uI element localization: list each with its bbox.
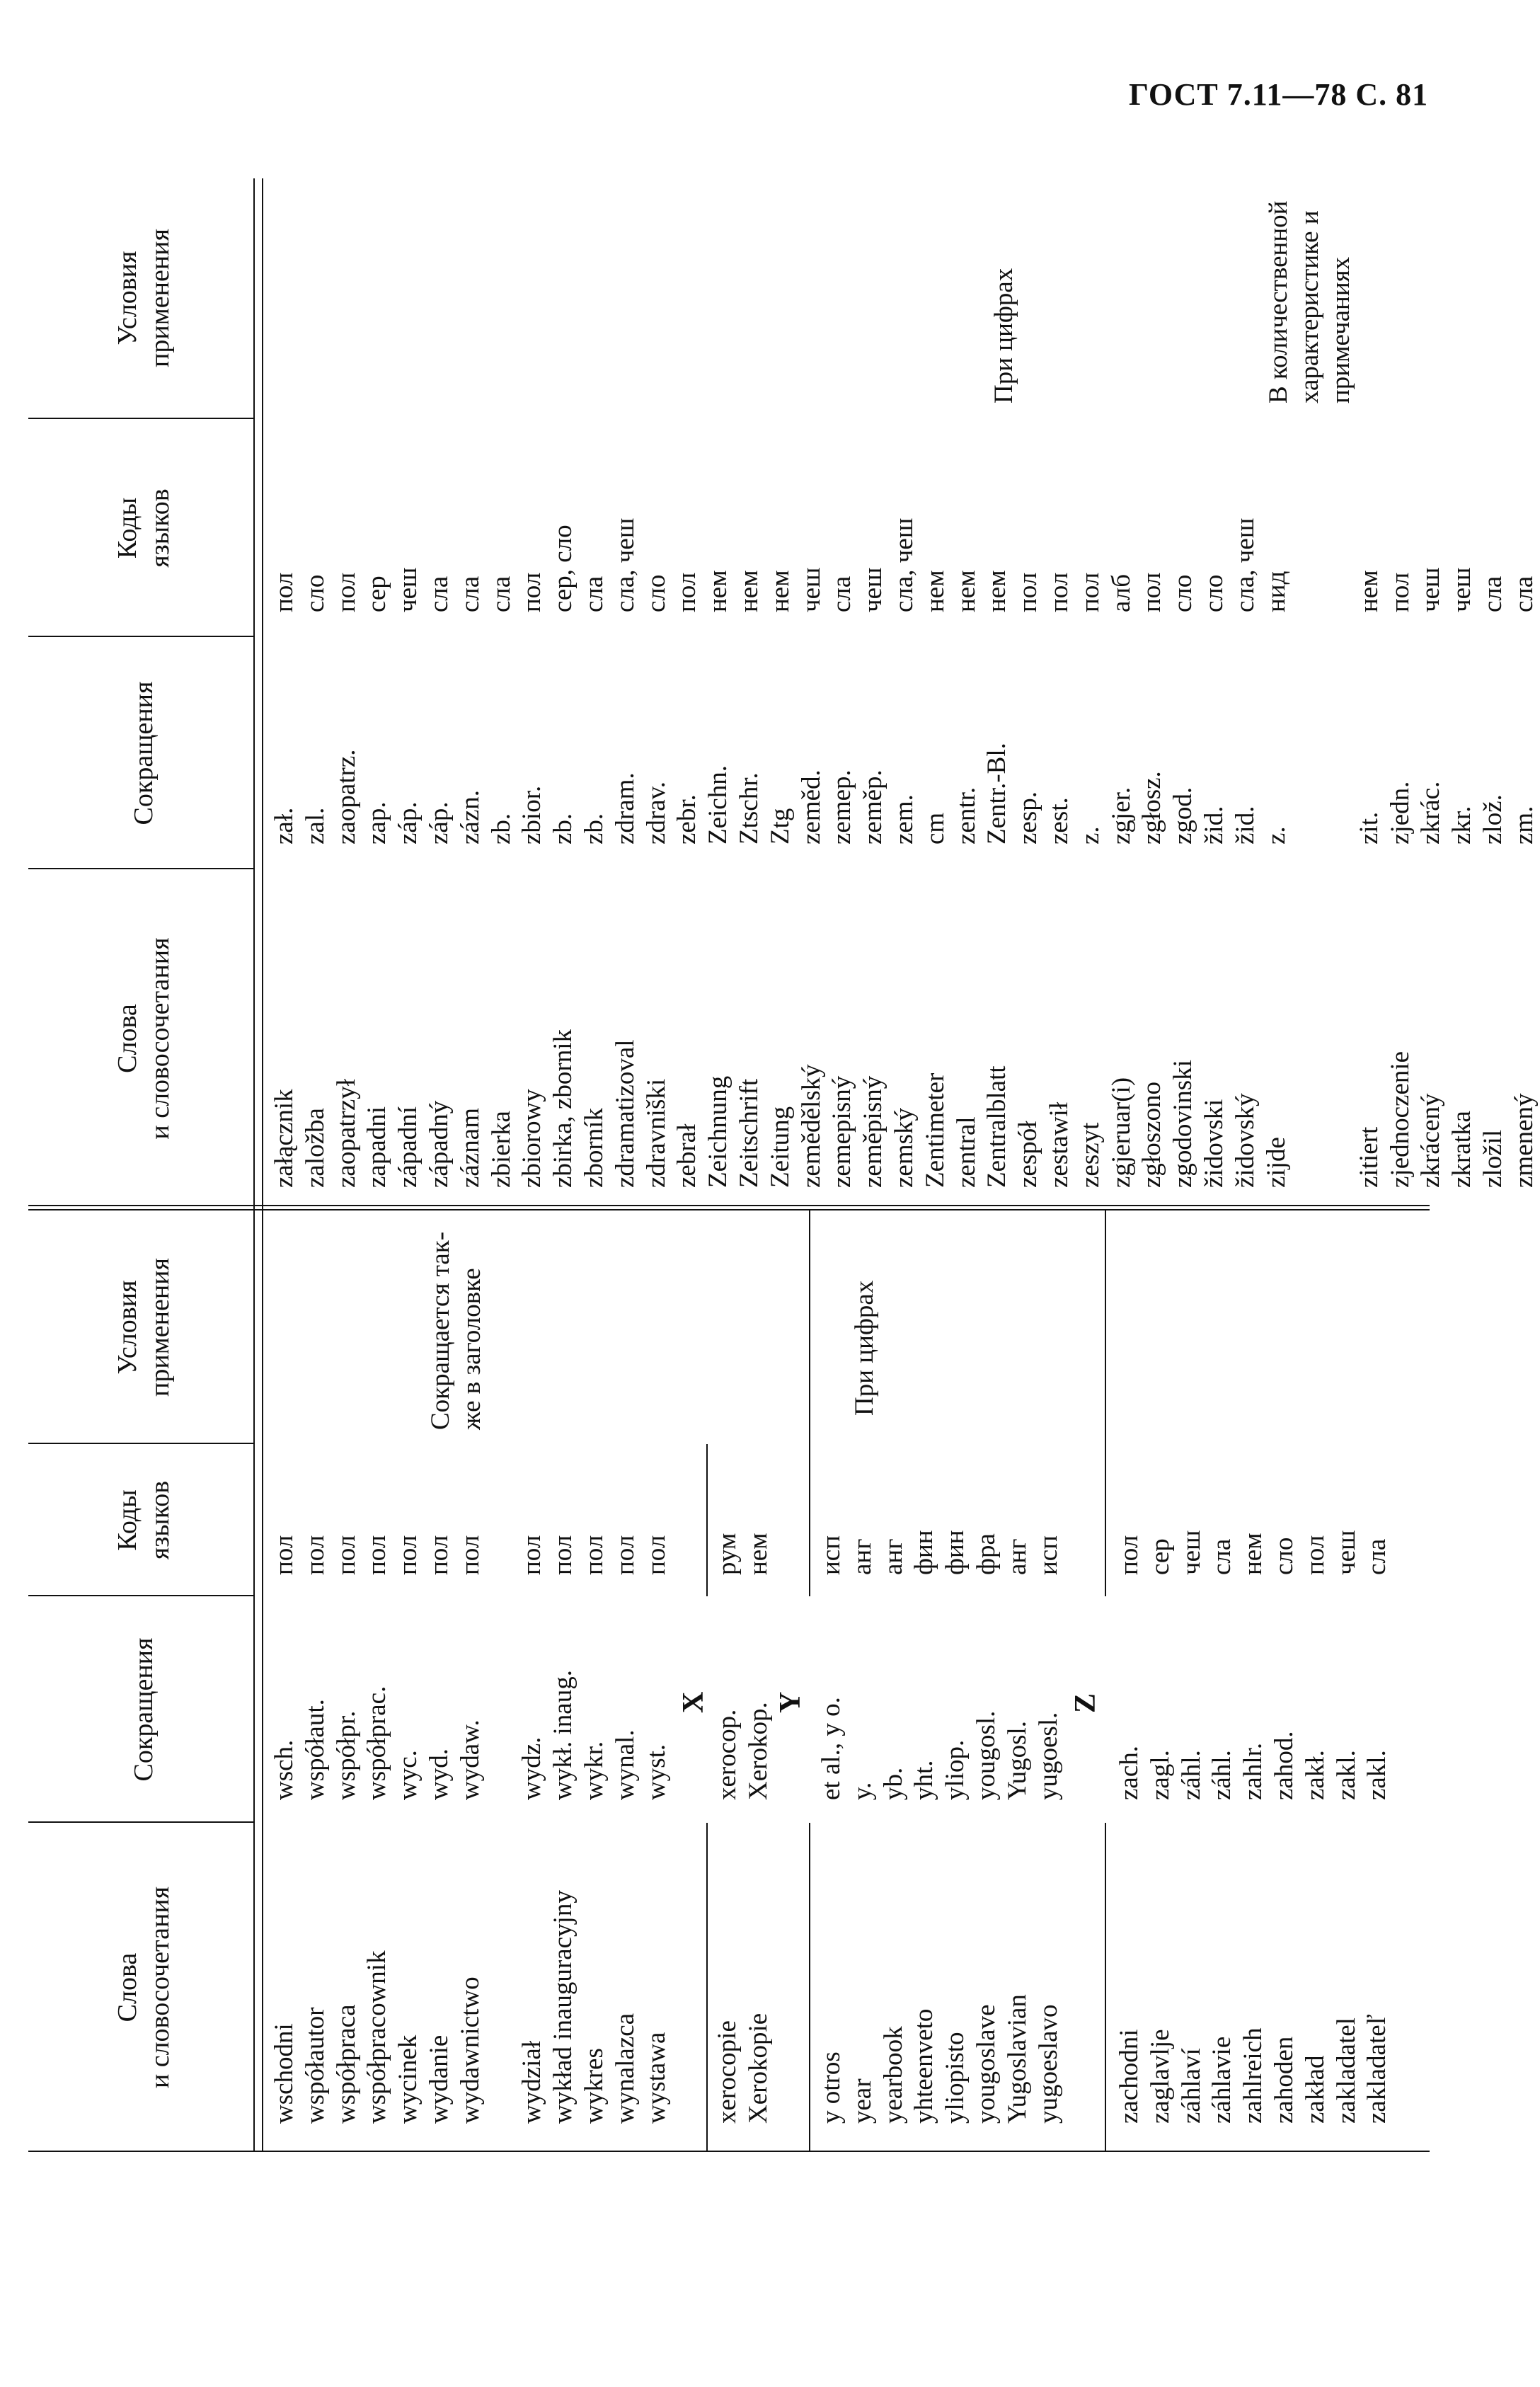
- word-cell: yugoeslavo: [1033, 2004, 1063, 2124]
- word-cell: wykład inauguracyjny: [548, 1890, 578, 2124]
- abbr-cell: Zeichn.: [703, 765, 733, 845]
- section-rule: [1105, 1823, 1106, 2152]
- header-abbr: Сокращения: [129, 681, 159, 825]
- abbr-cell: zdrav.: [641, 781, 671, 845]
- code-cell: чеш: [1416, 567, 1446, 612]
- code-cell: алб: [1106, 573, 1136, 612]
- word-cell: židovský: [1230, 1093, 1260, 1188]
- code-cell: сло: [641, 574, 671, 612]
- abbr-cell: zem.: [889, 794, 919, 845]
- abbr-cell: współprac.: [362, 1685, 392, 1800]
- code-cell: пол: [455, 1535, 485, 1575]
- code-cell: сла: [1509, 576, 1539, 612]
- header-cond: Условия применения: [113, 1258, 175, 1397]
- code-cell: [486, 1535, 517, 1575]
- word-cell: zložil: [1478, 1129, 1508, 1188]
- code-cell: пол: [610, 1535, 640, 1575]
- words-list-z: [1114, 2014, 1393, 2124]
- header-abbr: Сокращения: [129, 1637, 159, 1782]
- abbr-cell: zentr.: [951, 786, 981, 845]
- code-cell: сла, чеш: [610, 517, 640, 612]
- word-cell: zestawił: [1044, 1101, 1074, 1188]
- code-cell: пол: [517, 1535, 547, 1575]
- code-cell: пол: [1300, 1535, 1330, 1575]
- word-cell: zbiorowy: [517, 1089, 547, 1188]
- word-cell: Zeitung: [765, 1106, 795, 1188]
- code-cell: анг: [878, 1538, 908, 1575]
- abbr-cell: yugoesl.: [1033, 1712, 1063, 1800]
- word-cell: záznam: [455, 1108, 485, 1188]
- abbr-cell: zdram.: [610, 772, 640, 845]
- word-cell: zkrácený: [1416, 1093, 1446, 1188]
- code-cell: нем: [982, 570, 1012, 612]
- code-cell: сер: [362, 576, 392, 612]
- word-cell: [1323, 1029, 1354, 1188]
- code-cell: сла: [486, 576, 516, 612]
- code-cell: сло: [1269, 1537, 1299, 1575]
- abbr-cell: wynal.: [610, 1729, 640, 1800]
- abbr-cell: záp.: [393, 801, 423, 845]
- code-cell: нем: [1354, 570, 1384, 612]
- abbr-cell: wydaw.: [455, 1719, 485, 1800]
- word-cell: y otros: [817, 2051, 846, 2124]
- abbr-cell: zb.: [548, 813, 578, 845]
- header-codes: Коды языков: [113, 488, 175, 568]
- code-cell: пол: [1013, 572, 1043, 612]
- code-cell: пол: [270, 572, 299, 612]
- abbr-list-y: [816, 1697, 1064, 1800]
- abbr-cell: yht.: [909, 1760, 939, 1800]
- abbr-list-z: [1114, 1731, 1393, 1800]
- code-cell: пол: [1137, 572, 1167, 612]
- abbreviation-table: [28, 177, 1539, 2152]
- abbr-cell: Ztschr.: [734, 772, 764, 845]
- abbr-cell: wydz.: [517, 1736, 547, 1800]
- abbr-cell: cm: [920, 812, 950, 845]
- abbr-cell: zb.: [486, 813, 516, 845]
- abbr-cell: [1323, 743, 1354, 845]
- word-cell: Zeitschrift: [734, 1078, 764, 1188]
- word-cell: zemepisný: [827, 1075, 857, 1188]
- words-list-right: [269, 1029, 1540, 1188]
- code-cell: пол: [331, 572, 361, 612]
- word-cell: yhteenveto: [909, 2008, 939, 2124]
- word-cell: zespół: [1013, 1121, 1043, 1188]
- abbr-cell: wyd.: [424, 1748, 454, 1800]
- code-cell: пол: [672, 572, 702, 612]
- abbr-cell: współpr.: [331, 1710, 361, 1800]
- abbr-cell: zgłosz.: [1137, 771, 1167, 845]
- word-cell: zakladateľ: [1362, 2014, 1392, 2124]
- code-cell: чеш: [1331, 1530, 1361, 1575]
- code-list-y: [816, 1530, 1064, 1575]
- abbr-cell: wykr.: [579, 1741, 609, 1800]
- words-list-y: [816, 1994, 1064, 2124]
- header-cond: Условия применения: [113, 229, 175, 367]
- word-cell: zaglavlje: [1145, 2029, 1175, 2124]
- code-cell: [1292, 518, 1323, 612]
- code-cell: сло: [1168, 574, 1198, 612]
- section-letter-z: Z: [1069, 1693, 1102, 1713]
- code-cell: [1323, 518, 1354, 612]
- abbr-cell: wsch.: [270, 1739, 299, 1800]
- word-cell: Yugoslavian: [1002, 1994, 1032, 2124]
- abbr-cell: zázn.: [455, 789, 485, 845]
- code-cell: сла: [455, 576, 485, 612]
- word-cell: współautor: [300, 2007, 330, 2124]
- code-cell: пол: [641, 1535, 671, 1575]
- word-cell: zbirka, zbornik: [548, 1029, 578, 1188]
- abbr-cell: zit.: [1354, 811, 1384, 845]
- page-header: ГОСТ 7.11—78 С. 81: [1129, 77, 1429, 112]
- word-cell: zjednoczenie: [1385, 1051, 1415, 1188]
- code-cell: пол: [1115, 1535, 1144, 1575]
- word-cell: zahoden: [1269, 2036, 1299, 2124]
- abbr-cell: zb.: [579, 813, 609, 845]
- abbr-cell: yougosl.: [971, 1710, 1001, 1800]
- header-codes: Коды языков: [113, 1480, 175, 1560]
- abbr-cell: zeměd.: [796, 769, 826, 845]
- code-list-x: [712, 1533, 774, 1575]
- abbr-cell: yb.: [878, 1767, 908, 1800]
- code-cell: нем: [920, 570, 950, 612]
- code-cell: нид: [1261, 571, 1291, 612]
- code-cell: нем: [765, 570, 795, 612]
- abbr-cell: záhl.: [1207, 1750, 1237, 1800]
- code-cell: сер: [1145, 1538, 1175, 1575]
- word-cell: wschodni: [270, 2023, 299, 2124]
- code-cell: сла, чеш: [1230, 517, 1260, 612]
- abbr-cell: zał.: [270, 807, 299, 845]
- abbr-cell: zgjer.: [1106, 786, 1136, 845]
- word-cell: zitiert: [1354, 1126, 1384, 1188]
- word-cell: zeměpisný: [858, 1075, 888, 1188]
- word-cell: Zentimeter: [920, 1072, 950, 1188]
- word-cell: zborník: [579, 1107, 609, 1188]
- abbr-cell: zebr.: [672, 794, 702, 845]
- abbr-cell: wykł. inaug.: [548, 1670, 578, 1800]
- abbr-cell: wyc.: [393, 1750, 423, 1800]
- code-cell: сла: [424, 576, 454, 612]
- abbr-cell: zemep.: [827, 769, 857, 845]
- word-cell: záhlaví: [1176, 2048, 1206, 2124]
- code-cell: пол: [362, 1535, 392, 1575]
- code-cell: сла: [1362, 1538, 1392, 1575]
- word-cell: zakład: [1300, 2055, 1330, 2124]
- word-cell: zgłoszono: [1137, 1081, 1167, 1188]
- word-cell: zijde: [1261, 1137, 1291, 1188]
- abbr-list-x: [712, 1702, 774, 1800]
- code-cell: фин: [941, 1530, 970, 1575]
- section-letter-x: X: [677, 1691, 710, 1713]
- abbr-cell: zahlr.: [1239, 1742, 1268, 1800]
- word-cell: wykres: [579, 2048, 609, 2124]
- code-cell: пол: [331, 1535, 361, 1575]
- abbr-cell: zbior.: [517, 785, 547, 845]
- abbr-cell: Zentr.-Bl.: [982, 743, 1012, 845]
- word-cell: Zeichnung: [703, 1075, 733, 1188]
- word-cell: współpraca: [331, 2004, 361, 2124]
- code-cell: пол: [1075, 572, 1105, 612]
- abbr-cell: záp.: [424, 801, 454, 845]
- abbr-cell: zjedn.: [1385, 781, 1415, 845]
- header-rule: [253, 178, 263, 2152]
- abbr-cell: et al., y o.: [817, 1697, 846, 1800]
- word-cell: współpracownik: [362, 1950, 392, 2124]
- code-cell: пол: [1044, 572, 1074, 612]
- abbr-cell: yliop.: [941, 1739, 970, 1800]
- code-cell: нем: [743, 1533, 773, 1575]
- word-cell: wydawnictwo: [455, 1976, 485, 2124]
- code-cell: сла: [1478, 576, 1508, 612]
- code-cell: пол: [424, 1535, 454, 1575]
- code-cell: сла: [579, 576, 609, 612]
- word-cell: zdramatizoval: [610, 1039, 640, 1188]
- abbr-list-w: [269, 1670, 672, 1800]
- word-cell: xerocopie: [713, 2020, 742, 2124]
- code-cell: фин: [909, 1530, 939, 1575]
- word-cell: yougoslave: [971, 2004, 1001, 2124]
- abbr-cell: záhl.: [1176, 1750, 1206, 1800]
- abbr-cell: z.: [1075, 826, 1105, 845]
- code-cell: пол: [300, 1535, 330, 1575]
- word-cell: založba: [300, 1108, 330, 1188]
- code-cell: чеш: [393, 567, 423, 612]
- code-cell: сер, сло: [548, 525, 578, 612]
- word-cell: Xerokopie: [743, 2013, 773, 2124]
- word-cell: zgjeruar(i): [1106, 1077, 1136, 1188]
- abbr-cell: zahod.: [1269, 1731, 1299, 1800]
- abbr-list-right: [269, 743, 1540, 845]
- word-cell: zgodovinski: [1168, 1060, 1198, 1188]
- abbr-cell: zach.: [1115, 1745, 1144, 1800]
- code-cell: сла: [827, 576, 857, 612]
- word-cell: zkratka: [1447, 1111, 1477, 1188]
- abbr-cell: Xerokop.: [743, 1702, 773, 1800]
- word-cell: wynalazca: [610, 2013, 640, 2124]
- word-cell: zemědělský: [796, 1064, 826, 1188]
- word-cell: zachodni: [1115, 2029, 1144, 2124]
- words-list-x: [712, 2013, 774, 2124]
- code-cell: фра: [971, 1533, 1001, 1575]
- words-list-w: [269, 1890, 672, 2124]
- abbr-cell: zaopatrz.: [331, 749, 361, 845]
- word-cell: wydział: [517, 2040, 547, 2124]
- abbr-cell: Yugosl.: [1002, 1720, 1032, 1800]
- code-cell: чеш: [858, 567, 888, 612]
- section-rule: [1105, 1210, 1106, 1596]
- abbr-cell: Ztg: [765, 808, 795, 845]
- word-cell: zentral: [951, 1116, 981, 1188]
- code-cell: сла: [1207, 1538, 1237, 1575]
- code-cell: сла, чеш: [889, 517, 919, 612]
- abbr-cell: zesp.: [1013, 791, 1043, 845]
- word-cell: zakladatel: [1331, 2017, 1361, 2124]
- abbr-cell: žid.: [1230, 806, 1260, 845]
- word-cell: zaopatrzył: [331, 1078, 361, 1188]
- abbr-cell: wyst.: [641, 1744, 671, 1800]
- word-cell: zapadni: [362, 1106, 392, 1188]
- code-cell: сло: [1199, 574, 1229, 612]
- code-list-w: [269, 1535, 672, 1575]
- abbr-cell: y.: [847, 1782, 877, 1800]
- code-cell: анг: [847, 1538, 877, 1575]
- abbr-cell: zest.: [1044, 797, 1074, 845]
- code-cell: сло: [300, 574, 330, 612]
- code-cell: нем: [951, 570, 981, 612]
- abbr-cell: [486, 1670, 517, 1800]
- code-cell: пол: [270, 1535, 299, 1575]
- code-cell: пол: [393, 1535, 423, 1575]
- word-cell: załącznik: [270, 1089, 299, 1188]
- abbr-cell: z.: [1261, 826, 1291, 845]
- abbr-cell: zm.: [1509, 806, 1539, 845]
- code-cell: пол: [517, 572, 547, 612]
- word-cell: yearbook: [878, 2026, 908, 2124]
- condition-note: Сокращается так- же в заголовке: [426, 1231, 486, 1430]
- abbr-cell: zgod.: [1168, 786, 1198, 845]
- word-cell: zeszyt: [1075, 1122, 1105, 1188]
- abbr-cell: zeměp.: [858, 769, 888, 845]
- abbr-cell: žid.: [1199, 806, 1229, 845]
- abbr-cell: xerocop.: [713, 1709, 742, 1800]
- word-cell: wycinek: [393, 2034, 423, 2124]
- word-cell: [1292, 1029, 1323, 1188]
- header-words: Слова и словосочетания: [113, 1886, 175, 2089]
- word-cell: yliopisto: [941, 2032, 970, 2124]
- code-cell: чеш: [1447, 567, 1477, 612]
- code-cell: рум: [713, 1533, 742, 1575]
- abbr-cell: zakl.: [1362, 1750, 1392, 1800]
- abbr-cell: współaut.: [300, 1699, 330, 1800]
- condition-note: В количественной характеристике и примечаниях: [1264, 200, 1355, 403]
- condition-note: При цифрах: [989, 268, 1018, 403]
- code-cell: исп: [817, 1535, 846, 1575]
- word-cell: year: [847, 2078, 877, 2124]
- condition-note: При цифрах: [850, 1280, 879, 1416]
- abbr-cell: zlož.: [1478, 794, 1508, 845]
- word-cell: zebrał: [672, 1123, 702, 1188]
- abbr-cell: zakl.: [1331, 1750, 1361, 1800]
- code-list-z: [1114, 1530, 1393, 1575]
- abbr-cell: zal.: [300, 807, 330, 845]
- abbr-cell: zkr.: [1447, 806, 1477, 845]
- code-cell: пол: [548, 1535, 578, 1575]
- word-cell: záhlavie: [1207, 2036, 1237, 2124]
- section-rule: [809, 1210, 810, 1596]
- word-cell: západní: [393, 1106, 423, 1188]
- code-cell: пол: [579, 1535, 609, 1575]
- section-rule: [706, 1444, 708, 1596]
- code-list-right: [269, 518, 1540, 612]
- code-cell: нем: [734, 570, 764, 612]
- code-cell: анг: [1002, 1538, 1032, 1575]
- word-cell: zemský: [889, 1107, 919, 1188]
- section-letter-y: Y: [774, 1691, 807, 1713]
- abbr-cell: zkrác.: [1416, 781, 1446, 845]
- word-cell: židovski: [1199, 1099, 1229, 1188]
- word-cell: zahlreich: [1239, 2027, 1268, 2124]
- code-cell: чеш: [1176, 1530, 1206, 1575]
- code-cell: нем: [1239, 1533, 1268, 1575]
- code-cell: пол: [1385, 572, 1415, 612]
- word-cell: wydanie: [424, 2034, 454, 2124]
- abbr-cell: zakł.: [1300, 1750, 1330, 1800]
- section-rule: [809, 1823, 810, 2152]
- header-words: Слова и словосочетания: [113, 937, 175, 1140]
- abbr-cell: zap.: [362, 801, 392, 845]
- word-cell: zdravniški: [641, 1078, 671, 1188]
- abbr-cell: zagl.: [1145, 1750, 1175, 1800]
- word-cell: zbierka: [486, 1111, 516, 1188]
- word-cell: wystawa: [641, 2032, 671, 2124]
- word-cell: Zentralblatt: [982, 1065, 1012, 1188]
- section-rule: [706, 1823, 708, 2152]
- word-cell: [486, 1890, 517, 2124]
- word-cell: zmenený: [1509, 1093, 1539, 1188]
- word-cell: západný: [424, 1100, 454, 1188]
- code-cell: нем: [703, 570, 733, 612]
- abbr-cell: [1292, 743, 1323, 845]
- code-cell: чеш: [796, 567, 826, 612]
- code-cell: исп: [1033, 1535, 1063, 1575]
